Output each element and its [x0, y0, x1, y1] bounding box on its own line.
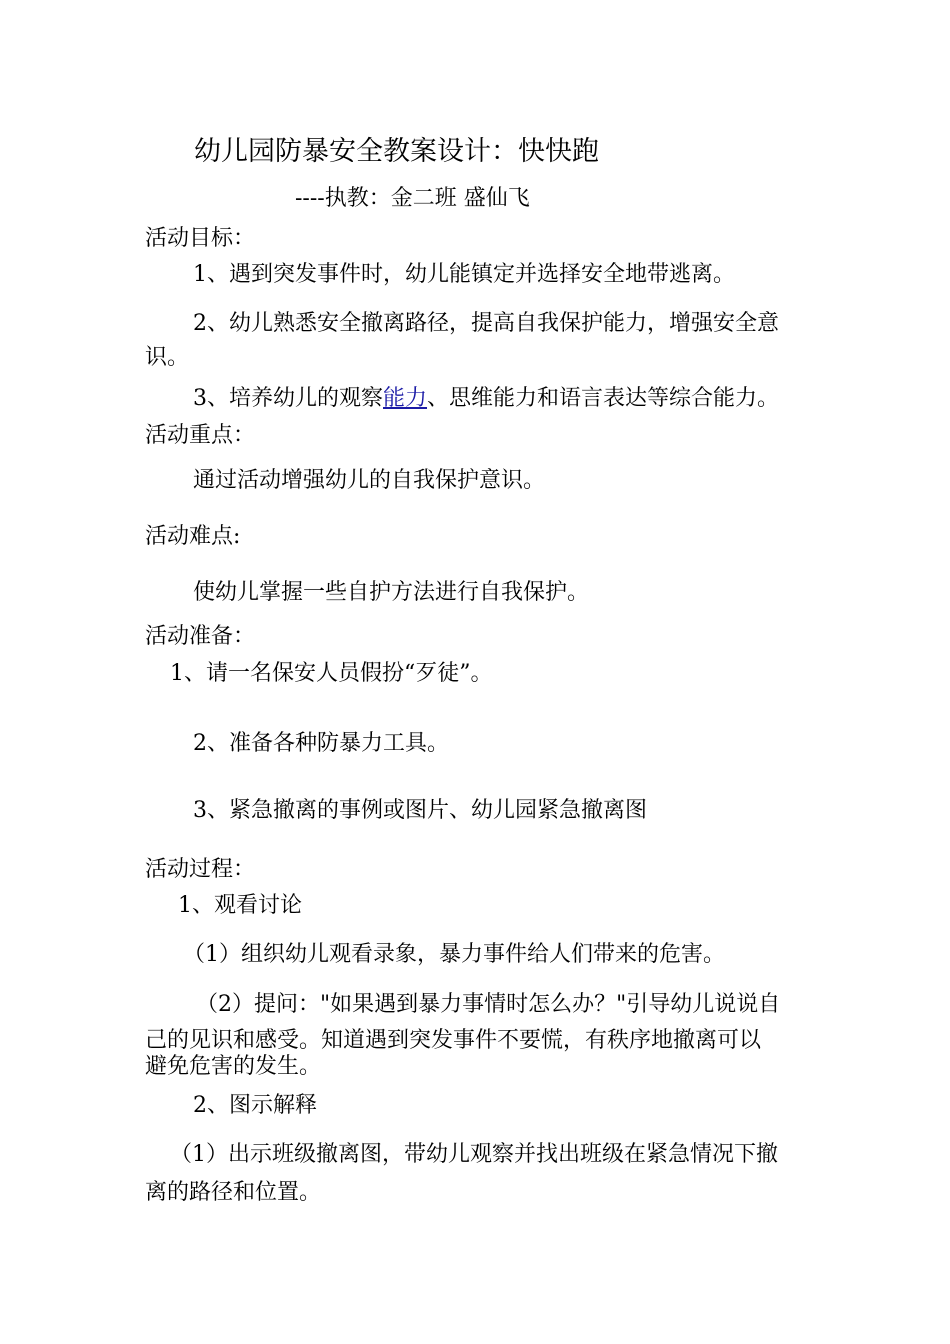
process-step-2-1-line-2: 离的路径和位置。 [145, 1180, 322, 1205]
process-step-2-1-line-1: （1）出示班级撤离图，带幼儿观察并找出班级在紧急情况下撤 [170, 1142, 778, 1167]
preparation-item-1: 1、请一名保安人员假扮“歹徒”。 [170, 661, 493, 686]
preparation-item-3: 3、紧急撤离的事例或图片、幼儿园紧急撤离图 [193, 798, 647, 823]
goal-item-2-line-1: 2、幼儿熟悉安全撤离路径，提高自我保护能力，增强安全意 [193, 311, 779, 336]
process-step-1-2-line-3: 避免危害的发生。 [145, 1054, 322, 1079]
difficulty-text: 使幼儿掌握一些自护方法进行自我保护。 [193, 580, 590, 605]
preparation-item-2: 2、准备各种防暴力工具。 [193, 731, 449, 756]
process-step-1: 1、观看讨论 [178, 893, 302, 918]
key-point-heading: 活动重点： [145, 423, 256, 448]
ability-link[interactable]: 能力 [383, 386, 428, 411]
document-title: 幼儿园防暴安全教案设计：快快跑 [194, 136, 599, 167]
process-heading: 活动过程： [145, 857, 256, 882]
process-step-1-1: （1）组织幼儿观看录象，暴力事件给人们带来的危害。 [183, 942, 725, 967]
goal-item-3 [193, 386, 858, 412]
goal-item-3-text-end: 、思维能力和语言表达等综合能力。 [427, 386, 780, 411]
goal-item-3-text-start: 3、培养幼儿的观察 [193, 386, 383, 411]
process-step-2: 2、图示解释 [193, 1093, 317, 1118]
author-byline: ----执教：金二班 盛仙飞 [295, 186, 530, 211]
goals-heading: 活动目标： [145, 226, 256, 251]
process-step-1-2-line-2: 己的见识和感受。知道遇到突发事件不要慌，有秩序地撤离可以 [145, 1028, 762, 1053]
key-point-text: 通过活动增强幼儿的自我保护意识。 [193, 468, 546, 493]
goal-item-1: 1、遇到突发事件时，幼儿能镇定并选择安全地带逃离。 [193, 262, 735, 287]
goal-item-2-line-2: 识。 [145, 345, 190, 370]
process-step-1-2-line-1: （2）提问："如果遇到暴力事情时怎么办？"引导幼儿说说自 [196, 992, 781, 1017]
preparation-heading: 活动准备： [145, 624, 256, 649]
difficulty-heading: 活动难点: [145, 524, 241, 549]
